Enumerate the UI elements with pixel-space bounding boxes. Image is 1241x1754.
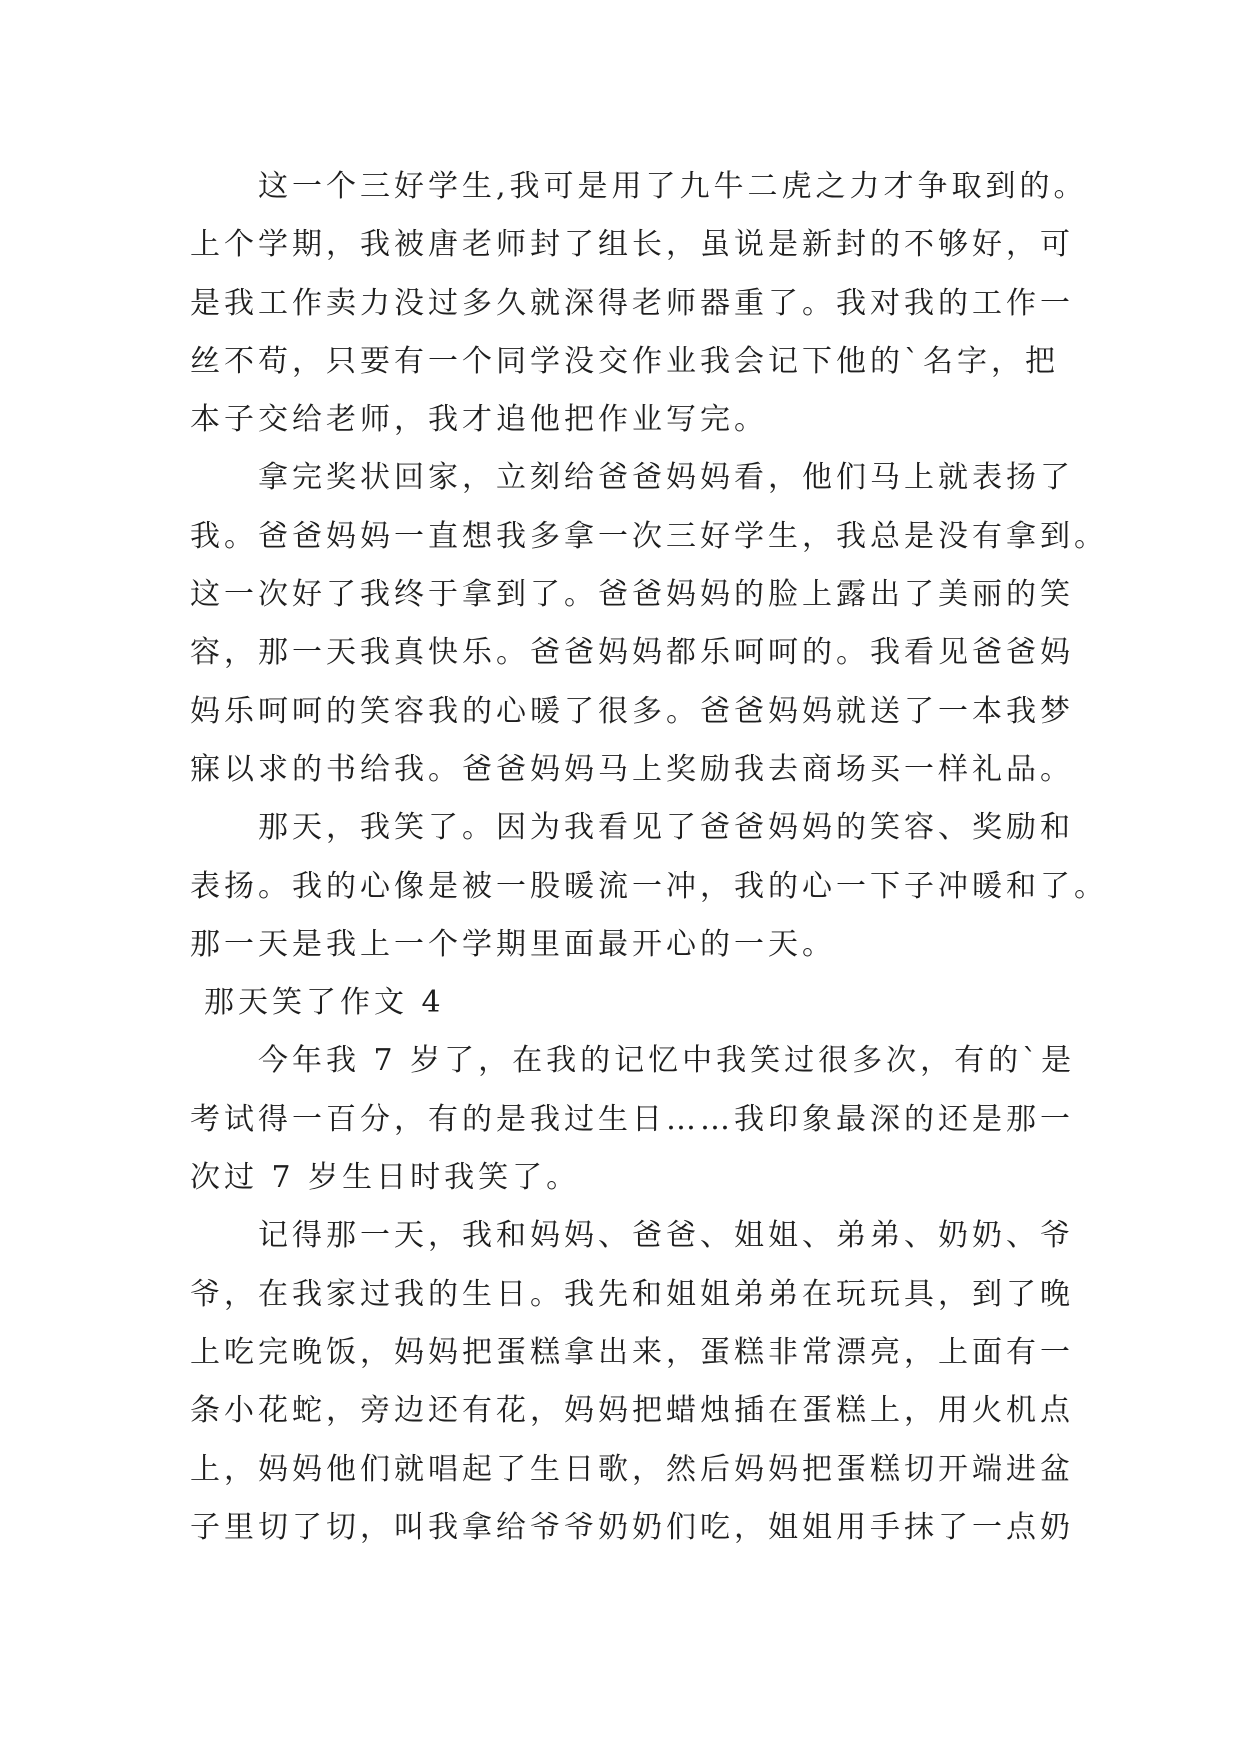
paragraph-line: 容，那一天我真快乐。爸爸妈妈都乐呵呵的。我看见爸爸妈 xyxy=(190,635,1074,671)
paragraph-line: 那一天是我上一个学期里面最开心的一天。 xyxy=(190,926,836,962)
paragraph-line: 这一次好了我终于拿到了。爸爸妈妈的脸上露出了美丽的笑 xyxy=(190,577,1074,613)
paragraph-line: 寐以求的书给我。爸爸妈妈马上奖励我去商场买一样礼品。 xyxy=(190,751,1074,787)
paragraph-line: 妈乐呵呵的笑容我的心暖了很多。爸爸妈妈就送了一本我梦 xyxy=(190,693,1074,729)
paragraph-line: 考试得一百分，有的是我过生日……我印象最深的还是那一 xyxy=(190,1101,1074,1137)
paragraph-line: 爷，在我家过我的生日。我先和姐姐弟弟在玩玩具，到了晚 xyxy=(190,1276,1074,1312)
paragraph-line: 上吃完晚饭，妈妈把蛋糕拿出来，蛋糕非常漂亮，上面有一 xyxy=(190,1334,1074,1370)
paragraph-line: 今年我 7 岁了，在我的记忆中我笑过很多次，有的`是 xyxy=(258,1043,1076,1079)
paragraph-line: 丝不苟，只要有一个同学没交作业我会记下他的`名字，把 xyxy=(190,343,1059,379)
paragraph-line: 上个学期，我被唐老师封了组长，虽说是新封的不够好，可 xyxy=(190,227,1074,263)
paragraph-line: 拿完奖状回家，立刻给爸爸妈妈看，他们马上就表扬了 xyxy=(258,460,1074,496)
paragraph-line: 表扬。我的心像是被一股暖流一冲，我的心一下子冲暖和了。 xyxy=(190,868,1108,904)
paragraph-line: 记得那一天，我和妈妈、爸爸、姐姐、弟弟、奶奶、爷 xyxy=(258,1218,1074,1254)
paragraph-line: 是我工作卖力没过多久就深得老师器重了。我对我的工作一 xyxy=(190,285,1074,321)
paragraph-line: 我。爸爸妈妈一直想我多拿一次三好学生，我总是没有拿到。 xyxy=(190,518,1108,554)
paragraph-line: 次过 7 岁生日时我笑了。 xyxy=(190,1160,581,1196)
paragraph-line: 这一个三好学生,我可是用了九牛二虎之力才争取到的。 xyxy=(258,169,1088,204)
paragraph-line: 上，妈妈他们就唱起了生日歌，然后妈妈把蛋糕切开端进盆 xyxy=(190,1451,1074,1487)
paragraph-line: 那天，我笑了。因为我看见了爸爸妈妈的笑容、奖励和 xyxy=(258,810,1074,846)
paragraph-line: 本子交给老师，我才追他把作业写完。 xyxy=(190,402,768,438)
essay-body xyxy=(190,158,1108,1557)
section-heading: 那天笑了作文 4 xyxy=(204,985,445,1021)
paragraph-line: 子里切了切，叫我拿给爷爷奶奶们吃，姐姐用手抹了一点奶 xyxy=(190,1509,1074,1545)
paragraph-line: 条小花蛇，旁边还有花，妈妈把蜡烛插在蛋糕上，用火机点 xyxy=(190,1393,1074,1429)
